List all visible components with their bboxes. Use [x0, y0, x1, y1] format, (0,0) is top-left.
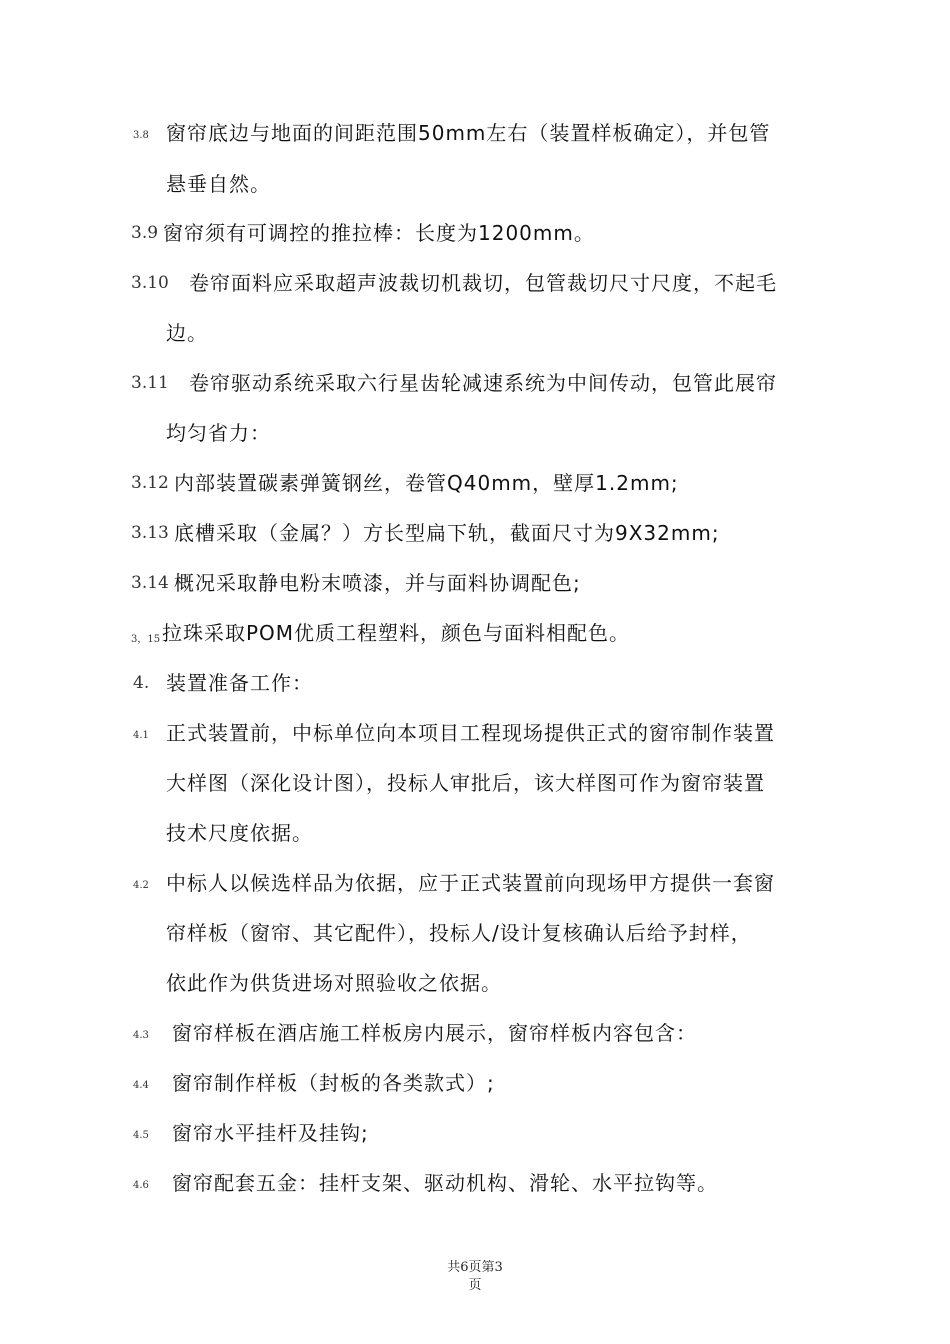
item-4-3-text: 窗帘样板在酒店施工样板房内展示，窗帘样板内容包含：	[172, 1021, 697, 1045]
item-number-4-1: 4.1	[133, 730, 149, 741]
item-3-10-text-line-1: 卷帘面料应采取超声波裁切机裁切，包管裁切尺寸尺度，不起毛	[189, 271, 777, 295]
item-3-12-text: 内部装置碳素弹簧钢丝，卷管Q40mm，壁厚1.2mm;	[174, 471, 679, 495]
page-footer	[0, 1259, 950, 1295]
section-4-heading: 装置准备工作：	[166, 671, 313, 695]
item-4-2-text-line-2: 帘样板（窗帘、其它配件），投标人/设计复核确认后给予封样，	[166, 921, 752, 945]
item-3-10-text-line-2: 边。	[166, 321, 208, 345]
item-3-13-text: 底槽采取（金属？）方长型扁下轨，截面尺寸为9X32mm;	[174, 521, 720, 545]
item-number-3-10: 3.10	[131, 273, 169, 293]
item-3-8-text-line-1: 窗帘底边与地面的间距范围50mm左右（装置样板确定），并包管	[166, 121, 771, 145]
item-number-4-2: 4.2	[133, 880, 149, 891]
item-3-9-text: 窗帘须有可调控的推拉棒：长度为1200mm。	[163, 221, 595, 245]
item-number-4-6: 4.6	[133, 1180, 149, 1191]
item-number-4-3: 4.3	[133, 1030, 149, 1041]
item-number-4-5: 4.5	[133, 1130, 149, 1141]
item-4-1-text-line-1: 正式装置前，中标单位向本项目工程现场提供正式的窗帘制作装置	[166, 721, 775, 745]
item-4-1-text-line-2: 大样图（深化设计图），投标人审批后，该大样图可作为窗帘装置	[166, 771, 765, 795]
item-number-3-12: 3.12	[131, 473, 169, 493]
item-number-3-14: 3.14	[131, 573, 169, 593]
item-number-3-13: 3.13	[131, 523, 169, 543]
item-3-15-text: 拉珠采取POM优质工程塑料，颜色与面料相配色。	[162, 621, 631, 645]
item-3-14-text: 概况采取静电粉末喷漆，并与面料协调配色;	[174, 571, 581, 595]
item-3-11-text-line-1: 卷帘驱动系统采取六行星齿轮减速系统为中间传动，包管此展帘	[189, 371, 777, 395]
item-4-6-text: 窗帘配套五金：挂杆支架、驱动机构、滑轮、水平拉钩等。	[172, 1171, 718, 1195]
item-4-2-text-line-1: 中标人以候选样品为依据，应于正式装置前向现场甲方提供一套窗	[166, 871, 775, 895]
item-number-3-8: 3.8	[133, 130, 149, 141]
item-number-3-9: 3.9	[131, 223, 159, 243]
item-4-2-text-line-3: 依此作为供货进场对照验收之依据。	[166, 971, 502, 995]
item-3-11-text-line-2: 均匀省力：	[166, 421, 271, 445]
item-4-5-text: 窗帘水平挂杆及挂钩;	[172, 1121, 369, 1145]
page-footer-line-1: 共6页第3	[447, 1260, 503, 1275]
item-number-4-4: 4.4	[133, 1080, 149, 1091]
item-3-8-text-line-2: 悬垂自然。	[166, 172, 271, 196]
item-number-3-11: 3.11	[131, 373, 169, 393]
section-number-4: 4.	[133, 673, 150, 693]
item-number-3-15: 3，15	[131, 634, 161, 645]
item-4-1-text-line-3: 技术尺度依据。	[166, 821, 313, 845]
item-4-4-text: 窗帘制作样板（封板的各类款式）;	[172, 1071, 495, 1095]
page-footer-line-2: 页	[468, 1278, 482, 1293]
